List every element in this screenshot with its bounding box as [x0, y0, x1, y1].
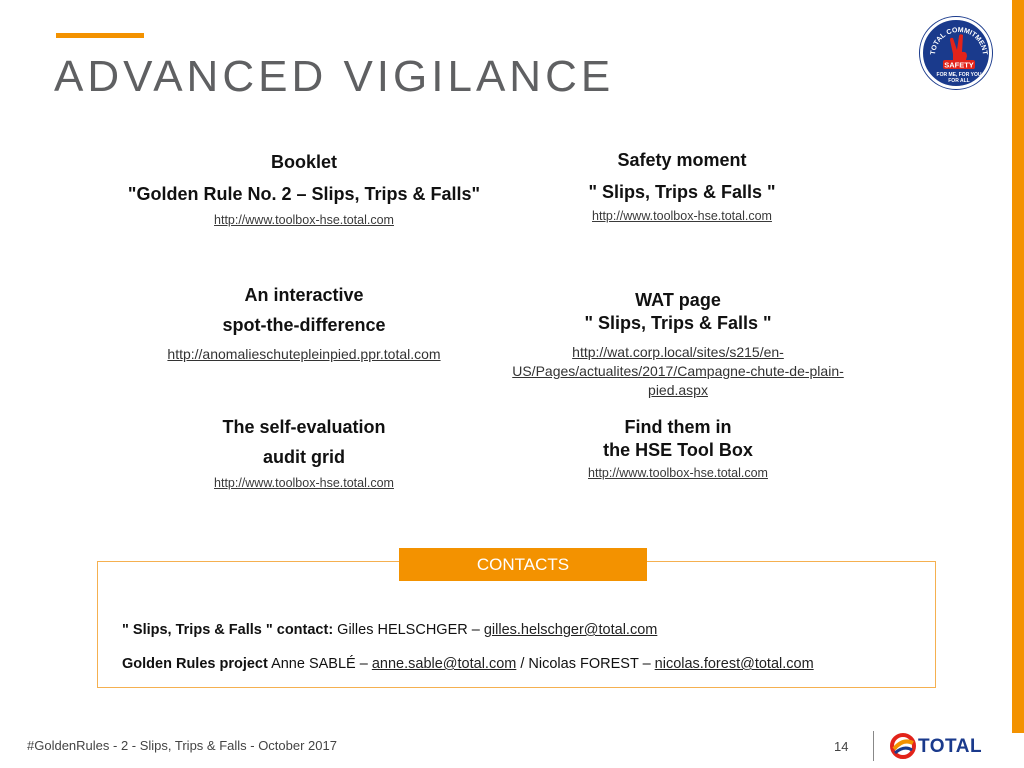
total-logo-text: TOTAL: [918, 736, 983, 757]
badge-sub-line1: FOR ME, FOR YOU: [936, 72, 982, 78]
self-eval-link[interactable]: http://www.toolbox-hse.total.com: [214, 475, 394, 490]
contact-line-golden-rules: [122, 656, 814, 672]
email-link-forest[interactable]: nicolas.forest@total.com: [654, 656, 814, 672]
find-them-subtitle: the HSE Tool Box: [603, 440, 753, 461]
self-eval-subtitle: audit grid: [263, 447, 345, 468]
interactive-subtitle: spot-the-difference: [222, 315, 386, 336]
total-swirl-icon: [889, 732, 917, 760]
wat-page-link-line3: pied.aspx: [648, 381, 708, 398]
footer-caption: #GoldenRules - 2 - Slips, Trips & Falls - October 2017: [27, 738, 337, 753]
badge-top-text: TOTAL COMMITMENT: [929, 26, 989, 56]
self-eval-block: [144, 416, 464, 492]
page-number: 14: [834, 739, 849, 754]
wat-page-link-line1: http://wat.corp.local/sites/s215/en-: [572, 343, 784, 360]
booklet-block: [104, 151, 504, 229]
wat-page-link[interactable]: [498, 343, 858, 400]
booklet-subtitle: "Golden Rule No. 2 – Slips, Trips & Falls": [127, 184, 481, 205]
badge-label: SAFETY: [944, 60, 974, 70]
wat-page-subtitle: " Slips, Trips & Falls ": [584, 313, 772, 334]
footer-divider: [873, 731, 874, 761]
find-them-link[interactable]: http://www.toolbox-hse.total.com: [588, 465, 768, 480]
safety-commitment-badge: [920, 17, 992, 89]
title-accent-bar: [56, 33, 144, 38]
contact-name-sable: Anne SABLÉ –: [267, 656, 372, 672]
wat-page-block: [498, 289, 858, 399]
wat-page-title: WAT page: [635, 290, 721, 310]
contact-name-helschger: Gilles HELSCHGER –: [333, 622, 484, 638]
safety-moment-block: [532, 149, 832, 225]
booklet-title: Booklet: [270, 152, 337, 172]
safety-moment-link[interactable]: http://www.toolbox-hse.total.com: [592, 208, 772, 223]
contact-label-golden-rules: Golden Rules project: [122, 656, 268, 672]
self-eval-title: The self-evaluation: [222, 417, 386, 437]
badge-sub-line2: FOR ALL: [948, 78, 970, 84]
right-accent-strip: [1012, 0, 1024, 733]
contact-line-slips: [122, 622, 657, 638]
interactive-title: An interactive: [244, 285, 364, 305]
safety-moment-title: Safety moment: [617, 150, 747, 170]
contact-name-forest: / Nicolas FOREST –: [516, 656, 655, 672]
interactive-link[interactable]: http://anomalieschutepleinpied.ppr.total.com: [167, 345, 441, 362]
interactive-block: [134, 284, 474, 364]
find-them-block: [528, 416, 828, 482]
page-title: ADVANCED VIGILANCE: [54, 52, 615, 101]
total-logo: [889, 732, 999, 760]
safety-moment-subtitle: " Slips, Trips & Falls ": [588, 182, 776, 203]
safety-hand-icon: [923, 20, 995, 92]
wat-page-link-line2: US/Pages/actualites/2017/Campagne-chute-de-plain-: [512, 362, 844, 379]
contact-label-slips: " Slips, Trips & Falls " contact:: [122, 622, 334, 638]
email-link-helschger[interactable]: gilles.helschger@total.com: [483, 622, 658, 638]
booklet-link[interactable]: http://www.toolbox-hse.total.com: [214, 212, 394, 227]
email-link-sable[interactable]: anne.sable@total.com: [371, 656, 517, 672]
contacts-tab: CONTACTS: [399, 548, 647, 581]
find-them-title: Find them in: [624, 417, 732, 437]
